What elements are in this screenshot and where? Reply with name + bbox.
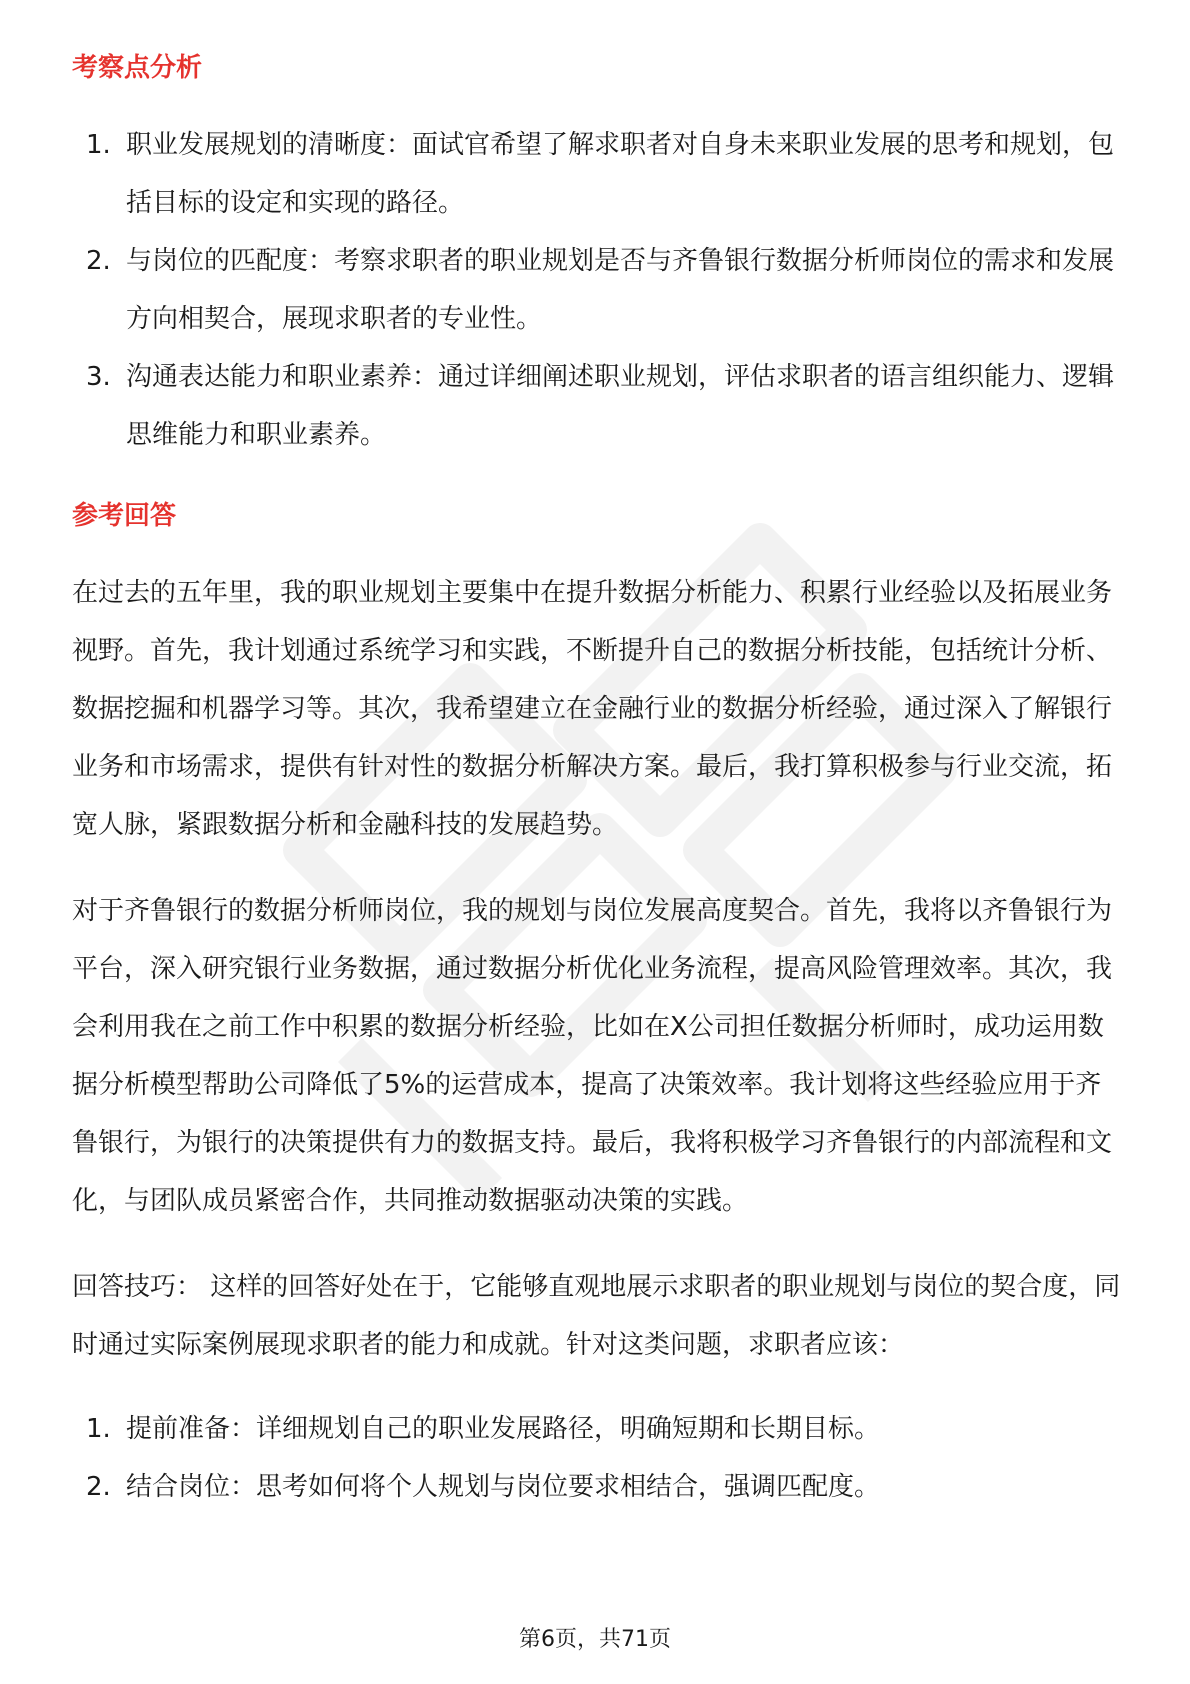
content-area <box>72 46 1122 1516</box>
list-number: 1. <box>86 130 111 160</box>
list-item <box>72 116 1122 232</box>
list-number: 2. <box>86 246 111 276</box>
page-footer: 第6页，共71页 <box>519 1627 671 1652</box>
section-title-analysis: 考察点分析 <box>72 53 203 83</box>
section-title-answer: 参考回答 <box>72 501 177 531</box>
list-item-text: 提前准备：详细规划自己的职业发展路径，明确短期和长期目标。 <box>126 1414 881 1444</box>
tips-intro-paragraph: 回答技巧： 这样的回答好处在于，它能够直观地展示求职者的职业规划与岗位的契合度，同时通过实际案例展现求职者的能力和成就。针对这类问题，求职者应该： <box>72 1272 1121 1360</box>
list-item-text: 与岗位的匹配度：考察求职者的职业规划是否与齐鲁银行数据分析师岗位的需求和发展方向相契合，展现求职者的专业性。 <box>126 246 1115 334</box>
analysis-list <box>72 116 1122 464</box>
list-item <box>72 232 1122 348</box>
list-item <box>72 1458 1122 1516</box>
list-item-text: 沟通表达能力和职业素养：通过详细阐述职业规划，评估求职者的语言组织能力、逻辑思维能力和职业素养。 <box>126 362 1115 450</box>
list-number: 3. <box>86 362 111 392</box>
list-item <box>72 348 1122 464</box>
list-item-text: 结合岗位：思考如何将个人规划与岗位要求相结合，强调匹配度。 <box>126 1472 881 1502</box>
answer-paragraph: 对于齐鲁银行的数据分析师岗位，我的规划与岗位发展高度契合。首先，我将以齐鲁银行为平台，深入研究银行业务数据，通过数据分析优化业务流程，提高风险管理效率。其次，我会利用我在之前工作中积累的数据分析经验，比如在X公司担任数据分析师时，成功运用数据分析模型帮助公司降低了5%的运营成本，提高了决策效率。我计划将这些经验应用于齐鲁银行，为银行的决策提供有力的数据支持。最后，我将积极学习齐鲁银行的内部流程和文化，与团队成员紧密合作，共同推动数据驱动决策的实践。 <box>72 896 1113 1216</box>
list-number: 2. <box>86 1472 111 1502</box>
list-number: 1. <box>86 1414 111 1444</box>
list-item-text: 职业发展规划的清晰度：面试官希望了解求职者对自身未来职业发展的思考和规划，包括目标的设定和实现的路径。 <box>126 130 1115 218</box>
list-item <box>72 1400 1122 1458</box>
answer-paragraph: 在过去的五年里，我的职业规划主要集中在提升数据分析能力、积累行业经验以及拓展业务视野。首先，我计划通过系统学习和实践，不断提升自己的数据分析技能，包括统计分析、数据挖掘和机器学习等。其次，我希望建立在金融行业的数据分析经验，通过深入了解银行业务和市场需求，提供有针对性的数据分析解决方案。最后，我打算积极参与行业交流，拓宽人脉，紧跟数据分析和金融科技的发展趋势。 <box>72 578 1113 840</box>
tips-list <box>72 1400 1122 1516</box>
